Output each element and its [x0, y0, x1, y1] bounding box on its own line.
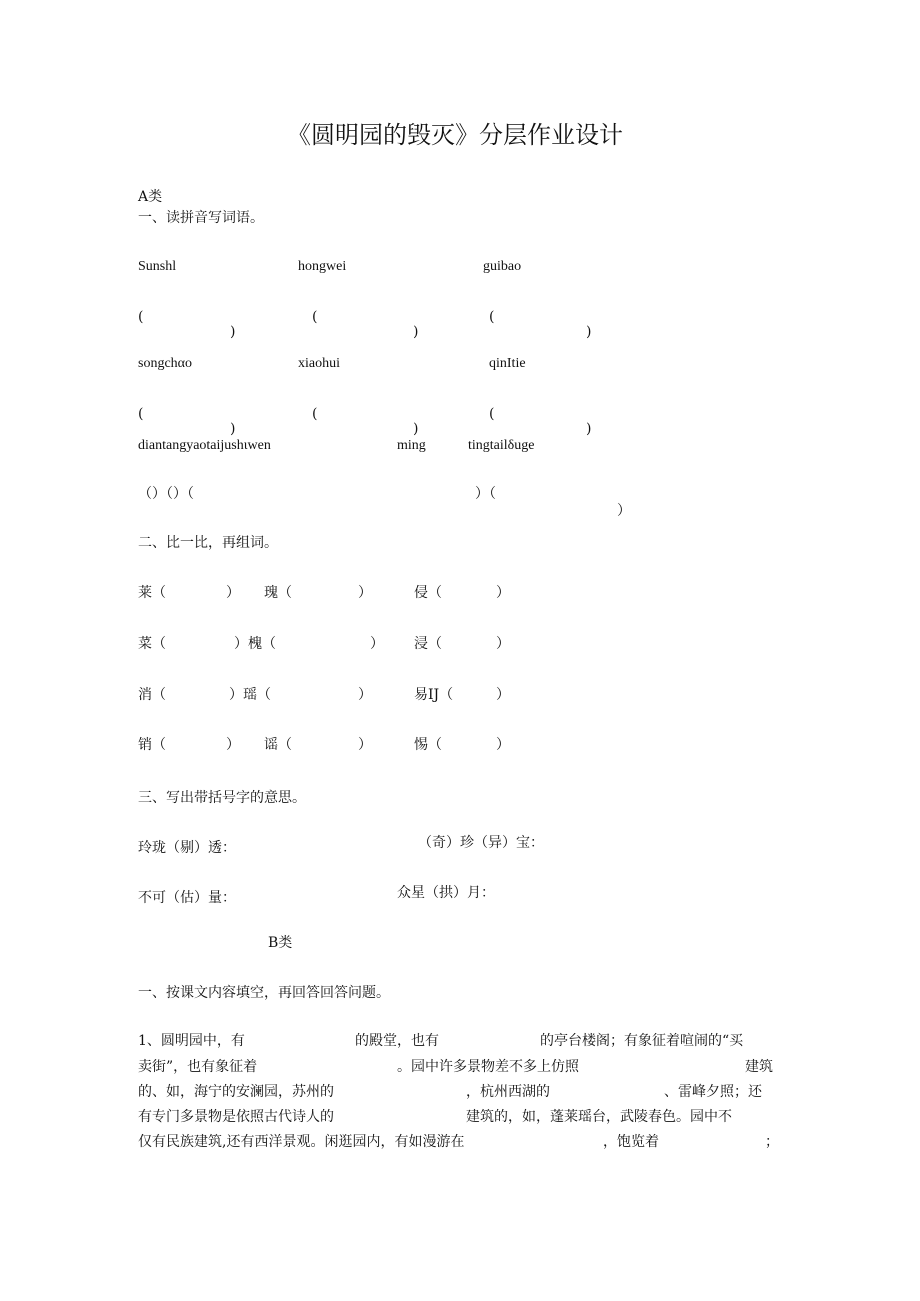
- compare-item: ）: [496, 636, 510, 652]
- answer-bracket-open: (: [489, 309, 495, 325]
- compare-item: 销（: [138, 737, 166, 753]
- answer-bracket-close: ）: [617, 503, 631, 519]
- answer-bracket-close: ): [413, 324, 419, 340]
- compare-item: 浸（: [414, 636, 442, 652]
- meaning-item: 不可（估）量：: [138, 890, 236, 906]
- pinyin-word: qinItie: [489, 356, 526, 371]
- answer-bracket-open: (: [138, 309, 144, 325]
- compare-item: ）: [226, 737, 240, 753]
- fill-text: ，杭州西湖的: [466, 1084, 550, 1100]
- fill-text: ；: [765, 1134, 779, 1150]
- compare-item: 菜（: [138, 636, 166, 652]
- answer-bracket-close: ): [230, 421, 236, 437]
- answer-bracket-close: ): [413, 421, 419, 437]
- compare-item: ）: [370, 636, 384, 652]
- compare-item: 侵（: [414, 585, 442, 601]
- pinyin-word: xiaohui: [298, 356, 340, 371]
- answer-bracket-open: (: [138, 406, 144, 422]
- q1-heading: 一、读拼音写词语。: [138, 210, 264, 226]
- compare-item: ）: [358, 585, 372, 601]
- fill-text: 建筑: [745, 1059, 773, 1075]
- compare-item: ）: [496, 737, 510, 753]
- fill-text: 的殿堂，也有: [355, 1033, 439, 1049]
- pinyin-word: guibao: [483, 259, 522, 274]
- answer-bracket-open: (: [312, 406, 318, 422]
- compare-item: ）: [496, 687, 510, 703]
- compare-item: 莱（: [138, 585, 166, 601]
- pinyin-word: diantangyaotaijushιwen: [138, 438, 271, 453]
- compare-item: 易IJ（: [414, 687, 454, 703]
- answer-bracket-close: ): [586, 421, 592, 437]
- fill-text: 。园中许多景物差不多上仿照: [397, 1059, 579, 1075]
- compare-item: 消（: [138, 687, 166, 703]
- section-b-label: B类: [268, 935, 293, 951]
- page-title: 《圆明园的毁灭》分层作业设计: [287, 121, 623, 149]
- compare-item: 谣（: [264, 737, 292, 753]
- answer-bracket-close: ): [230, 324, 236, 340]
- meaning-item: 玲珑（剔）透：: [138, 840, 236, 856]
- compare-item: ）: [358, 687, 372, 703]
- compare-item: 瑰（: [264, 585, 292, 601]
- answer-blanks: （）（）（: [138, 486, 194, 502]
- b-q1-heading: 一、按课文内容填空，再回答回答问题。: [138, 985, 390, 1001]
- pinyin-word: Sunshl: [138, 259, 177, 274]
- answer-bracket-close: ): [586, 324, 592, 340]
- answer-bracket-open: (: [312, 309, 318, 325]
- meaning-item: 众星（拱）月：: [397, 885, 495, 901]
- compare-item: ）: [226, 585, 240, 601]
- pinyin-word: hongwei: [298, 259, 347, 274]
- compare-item: 惕（: [414, 737, 442, 753]
- pinyin-word: tingtailδuge: [468, 438, 535, 453]
- fill-text: 卖街”，也有象征着: [138, 1059, 258, 1075]
- pinyin-word: ming: [397, 438, 426, 453]
- compare-item: ）: [358, 737, 372, 753]
- fill-text: 有专门多景物是依照古代诗人的: [138, 1109, 334, 1125]
- answer-blanks: ）（: [475, 486, 496, 502]
- section-a-label: A类: [138, 189, 163, 205]
- fill-text: 、雷峰夕照；还: [664, 1084, 762, 1100]
- compare-item: ）: [496, 585, 510, 601]
- answer-bracket-open: (: [489, 406, 495, 422]
- fill-text: 建筑的，如，蓬莱瑶台，武陵春色。园中不: [466, 1109, 732, 1125]
- compare-item: ）瑶（: [229, 687, 271, 703]
- fill-text: ，饱览着: [603, 1134, 659, 1150]
- pinyin-word: songchαo: [138, 356, 192, 371]
- fill-text: 1、圆明园中，有: [138, 1033, 245, 1049]
- compare-item: ）槐（: [234, 636, 276, 652]
- fill-text: 的亭台楼阁；有象征着喧闹的“买: [540, 1033, 744, 1049]
- meaning-item: （奇）珍（异）宝：: [418, 835, 544, 851]
- q3-heading: 三、写出带括号字的意思。: [138, 790, 306, 806]
- fill-text: 仅有民族建筑,还有西洋景观。闲逛园内，有如漫游在: [138, 1134, 465, 1150]
- q2-heading: 二、比一比，再组词。: [138, 535, 278, 551]
- fill-text: 的、如，海宁的安澜园，苏州的: [138, 1084, 334, 1100]
